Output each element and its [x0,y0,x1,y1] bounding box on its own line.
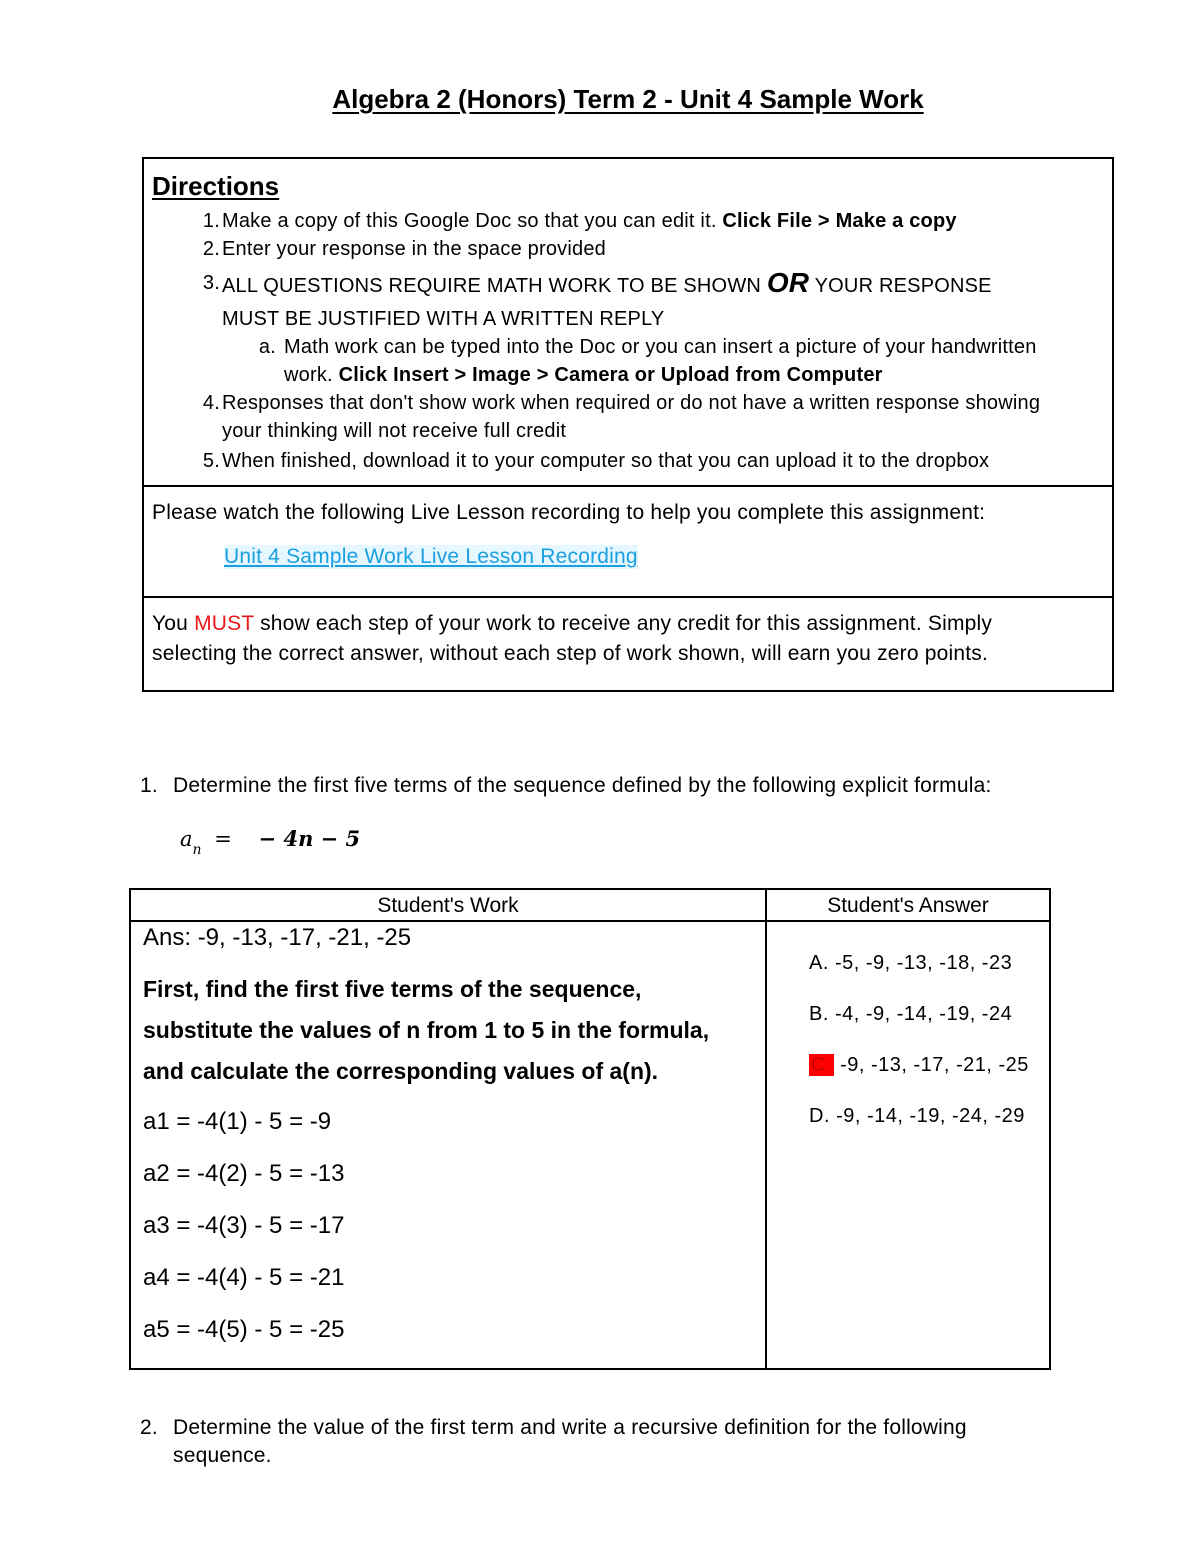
work-step-5: a5 = -4(5) - 5 = -25 [143,1316,345,1343]
option-d-text: -9, -14, -19, -24, -29 [836,1105,1025,1127]
direction-item-5-number: 5. [202,450,220,472]
question-2-text: Determine the value of the first term and write a recursive definition for the following [173,1416,967,1439]
option-c-text: -9, -13, -17, -21, -25 [840,1054,1029,1076]
explicit-formula [180,826,361,858]
direction-item-3a-text2: work. [284,364,333,386]
direction-item-3-text-c: MUST BE JUSTIFIED WITH A WRITTEN REPLY [222,308,665,330]
header-students-answer: Student's Answer [827,894,989,917]
explanation-line-1: First, find the first five terms of the sequence, [143,976,642,1002]
answer-option-c[interactable] [809,1054,1029,1077]
table-column-divider [765,890,767,1368]
directions-box [142,157,1114,692]
question-2-text-2: sequence. [173,1444,272,1467]
formula-equals: = [214,827,232,851]
answer-option-a[interactable] [809,952,1012,975]
option-a-text: -5, -9, -13, -18, -23 [834,952,1013,974]
directions-section [144,159,1112,487]
direction-item-2-number: 2. [202,238,220,260]
direction-item-3a-letter: a. [258,336,276,358]
directions-heading: Directions [152,171,280,201]
option-d-letter: D. [809,1105,830,1127]
option-c-letter-selected: C. [811,1054,832,1076]
formula-subscript: n [192,842,202,858]
work-step-1: a1 = -4(1) - 5 = -9 [143,1108,332,1135]
work-step-2: a2 = -4(2) - 5 = -13 [143,1160,345,1187]
answer-option-d[interactable] [809,1105,1025,1128]
question-1-number: 1. [140,774,158,797]
warning-post: show each step of your work to receive any credit for this assignment. Simply [260,612,993,635]
option-a-letter: A. [809,952,829,974]
question-1 [140,772,992,800]
work-table [129,888,1051,1370]
direction-item-4-number: 4. [202,392,220,414]
direction-item-3-number: 3. [202,272,220,294]
option-b-text: -4, -9, -14, -19, -24 [834,1003,1013,1025]
answer-option-b[interactable] [809,1003,1012,1026]
direction-item-3-text-a: ALL QUESTIONS REQUIRE MATH WORK TO BE SHOWN [222,275,762,297]
direction-item-1-bold: Click File > Make a copy [722,210,957,232]
warning-must: MUST [194,612,255,635]
direction-item-3a-line2 [284,363,883,387]
direction-item-3-or: OR [766,267,810,298]
direction-item-2-text: Enter your response in the space provided [222,238,606,260]
option-b-letter: B. [809,1003,829,1025]
direction-item-1-number: 1. [202,210,220,232]
lesson-recording-link[interactable]: Unit 4 Sample Work Live Lesson Recording [224,545,638,568]
warning-pre: You [152,612,189,635]
question-2-number: 2. [140,1416,158,1439]
direction-item-4-text2: your thinking will not receive full credit [222,420,567,442]
explanation-line-3: and calculate the corresponding values of a(n). [143,1058,659,1084]
question-2 [140,1414,967,1467]
direction-item-3a-text: Math work can be typed into the Doc or you can insert a picture of your handwritten [284,336,1037,358]
formula-variable: a [180,827,193,851]
table-header-divider [131,920,1049,922]
direction-item-3-text-b: YOUR RESPONSE [814,275,992,297]
work-step-4: a4 = -4(4) - 5 = -21 [143,1264,345,1291]
direction-item-1-text: Make a copy of this Google Doc so that you can edit it. [222,210,717,232]
direction-item-5-text: When finished, download it to your computer so that you can upload it to the dropbox [222,450,990,472]
page-title: Algebra 2 (Honors) Term 2 - Unit 4 Sample Work [332,84,924,114]
direction-item-3a-bold: Click Insert > Image > Camera or Upload from Computer [338,364,883,386]
header-students-work: Student's Work [377,894,519,917]
answer-line: Ans: -9, -13, -17, -21, -25 [143,924,412,951]
lesson-section [144,487,1112,598]
question-1-text: Determine the first five terms of the sequence defined by the following explicit formula: [173,774,992,797]
formula-rhs: − 4n − 5 [258,826,361,851]
explanation-line-2: substitute the values of n from 1 to 5 in the formula, [143,1017,710,1043]
warning-line-1 [152,612,992,636]
warning-line-2: selecting the correct answer, without each step of work shown, will earn you zero points. [152,642,989,665]
direction-item-4-text: Responses that don't show work when required or do not have a written response showing [222,392,1041,414]
warning-section [144,598,1112,690]
lesson-text: Please watch the following Live Lesson recording to help you complete this assignment: [152,501,986,524]
work-step-3: a3 = -4(3) - 5 = -17 [143,1212,345,1239]
